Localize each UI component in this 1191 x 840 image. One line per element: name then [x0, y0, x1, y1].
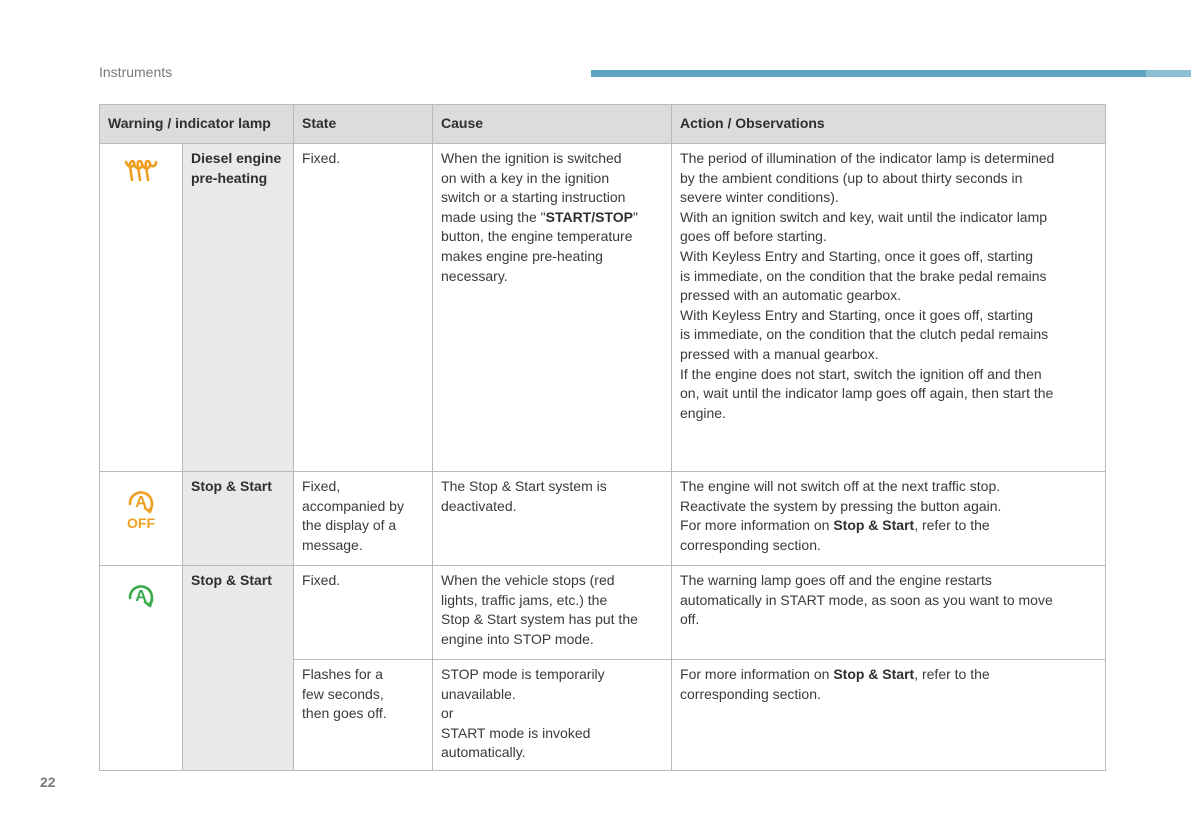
column-header-action: Action / Observations	[672, 105, 1106, 144]
cause-text: When the ignition is switched	[441, 150, 622, 166]
state-text: then goes off.	[302, 705, 387, 722]
action-text: on, wait until the indicator lamp goes off again, then start the	[680, 385, 1054, 402]
action-text: goes off before starting.	[680, 228, 827, 245]
action-text: The engine will not switch off at the next traffic stop.	[680, 478, 1001, 494]
cause-text: START mode is invoked	[441, 724, 591, 741]
header-accent-bar-tip	[1146, 70, 1191, 77]
start-stop-bold: START/STOP	[545, 208, 633, 225]
action-text	[680, 516, 1097, 536]
lamp-name-cell	[183, 566, 294, 771]
cause-cell	[433, 472, 672, 566]
action-text-part: , refer to the	[914, 666, 990, 682]
action-text: engine.	[680, 404, 726, 421]
stop-start-active-icon	[100, 580, 182, 614]
state-text: the display of a	[302, 517, 397, 534]
action-text: With Keyless Entry and Starting, once it goes off, starting	[680, 306, 1034, 323]
table-row	[100, 144, 1106, 472]
cause-text: engine into STOP mode.	[441, 630, 594, 647]
action-cell	[672, 472, 1106, 566]
cause-cell	[433, 566, 672, 660]
lamp-name: Stop & Start	[191, 478, 272, 494]
cause-text: Stop & Start system has put the	[441, 611, 638, 628]
action-text: automatically in START mode, as soon as you want to move	[680, 591, 1053, 608]
cause-text: automatically.	[441, 744, 526, 761]
cause-text: When the vehicle stops (red	[441, 572, 615, 588]
lamp-name-cell	[183, 144, 294, 472]
action-text: severe winter conditions).	[680, 189, 839, 206]
lamp-name: pre-heating	[191, 169, 268, 186]
cause-text: necessary.	[441, 267, 508, 284]
icon-off-label: OFF	[127, 515, 155, 530]
state-text: Flashes for a	[302, 666, 383, 682]
state-text: few seconds,	[302, 685, 384, 702]
action-text: Reactivate the system by pressing the button again.	[680, 497, 1002, 514]
cause-text-part: "	[633, 208, 638, 225]
state-text: Fixed.	[302, 572, 341, 588]
icon-letter: A	[135, 494, 147, 511]
lamp-icon-cell	[100, 472, 183, 566]
preheating-coil-icon	[100, 158, 182, 184]
column-header-state: State	[294, 105, 433, 144]
cause-text	[441, 208, 663, 228]
action-text: off.	[680, 611, 700, 628]
stop-start-bold: Stop & Start	[833, 517, 915, 534]
header-accent-bar	[591, 70, 1191, 77]
lamp-name: Diesel engine	[191, 150, 282, 166]
lamp-name-cell	[183, 472, 294, 566]
stop-start-off-icon	[100, 486, 182, 530]
section-title: Instruments	[99, 64, 173, 80]
action-text: corresponding section.	[680, 536, 821, 553]
table-header-row	[100, 105, 1106, 144]
cause-text: switch or a starting instruction	[441, 189, 626, 206]
action-text: pressed with an automatic gearbox.	[680, 287, 902, 304]
action-text-part: For more information on	[680, 517, 834, 534]
action-text: The warning lamp goes off and the engine restarts	[680, 572, 992, 588]
action-cell	[672, 660, 1106, 771]
action-text: The period of illumination of the indicator lamp is determined	[680, 150, 1055, 166]
cause-text: unavailable.	[441, 685, 516, 702]
cause-text: makes engine pre-heating	[441, 247, 603, 264]
state-cell	[294, 472, 433, 566]
table-row	[100, 472, 1106, 566]
cause-cell	[433, 144, 672, 472]
action-text: is immediate, on the condition that the brake pedal remains	[680, 267, 1047, 284]
column-header-cause: Cause	[433, 105, 672, 144]
icon-letter: A	[135, 588, 147, 605]
action-cell	[672, 566, 1106, 660]
action-text: With an ignition switch and key, wait until the indicator lamp	[680, 208, 1048, 225]
cause-text: button, the engine temperature	[441, 228, 633, 245]
warning-lamps-table	[99, 104, 1106, 771]
state-cell	[294, 566, 433, 660]
cause-text: on with a key in the ignition	[441, 169, 610, 186]
state-cell	[294, 660, 433, 771]
action-text-part: For more information on	[680, 666, 834, 682]
state-cell	[294, 144, 433, 472]
cause-text: The Stop & Start system is	[441, 478, 607, 494]
action-text: If the engine does not start, switch the ignition off and then	[680, 365, 1042, 382]
lamp-icon-cell	[100, 566, 183, 771]
action-text	[680, 665, 1097, 685]
state-text: accompanied by	[302, 497, 404, 514]
cause-cell	[433, 660, 672, 771]
state-text: message.	[302, 536, 363, 553]
cause-text: or	[441, 705, 454, 722]
column-header-lamp: Warning / indicator lamp	[100, 105, 294, 144]
state-text: Fixed.	[302, 150, 341, 166]
action-cell	[672, 144, 1106, 472]
action-text: by the ambient conditions (up to about thirty seconds in	[680, 169, 1023, 186]
action-text-part: , refer to the	[914, 517, 990, 534]
cause-text: STOP mode is temporarily	[441, 666, 605, 682]
action-text: is immediate, on the condition that the clutch pedal remains	[680, 326, 1049, 343]
cause-text: deactivated.	[441, 497, 517, 514]
action-text: corresponding section.	[680, 685, 821, 702]
stop-start-bold: Stop & Start	[833, 666, 915, 682]
state-text: Fixed,	[302, 478, 341, 494]
table-row	[100, 566, 1106, 660]
page-number: 22	[40, 774, 56, 790]
lamp-name: Stop & Start	[191, 572, 272, 588]
cause-text-part: made using the "	[441, 208, 546, 225]
lamp-icon-cell	[100, 144, 183, 472]
cause-text: lights, traffic jams, etc.) the	[441, 591, 608, 608]
action-text: With Keyless Entry and Starting, once it goes off, starting	[680, 247, 1034, 264]
action-text: pressed with a manual gearbox.	[680, 345, 879, 362]
